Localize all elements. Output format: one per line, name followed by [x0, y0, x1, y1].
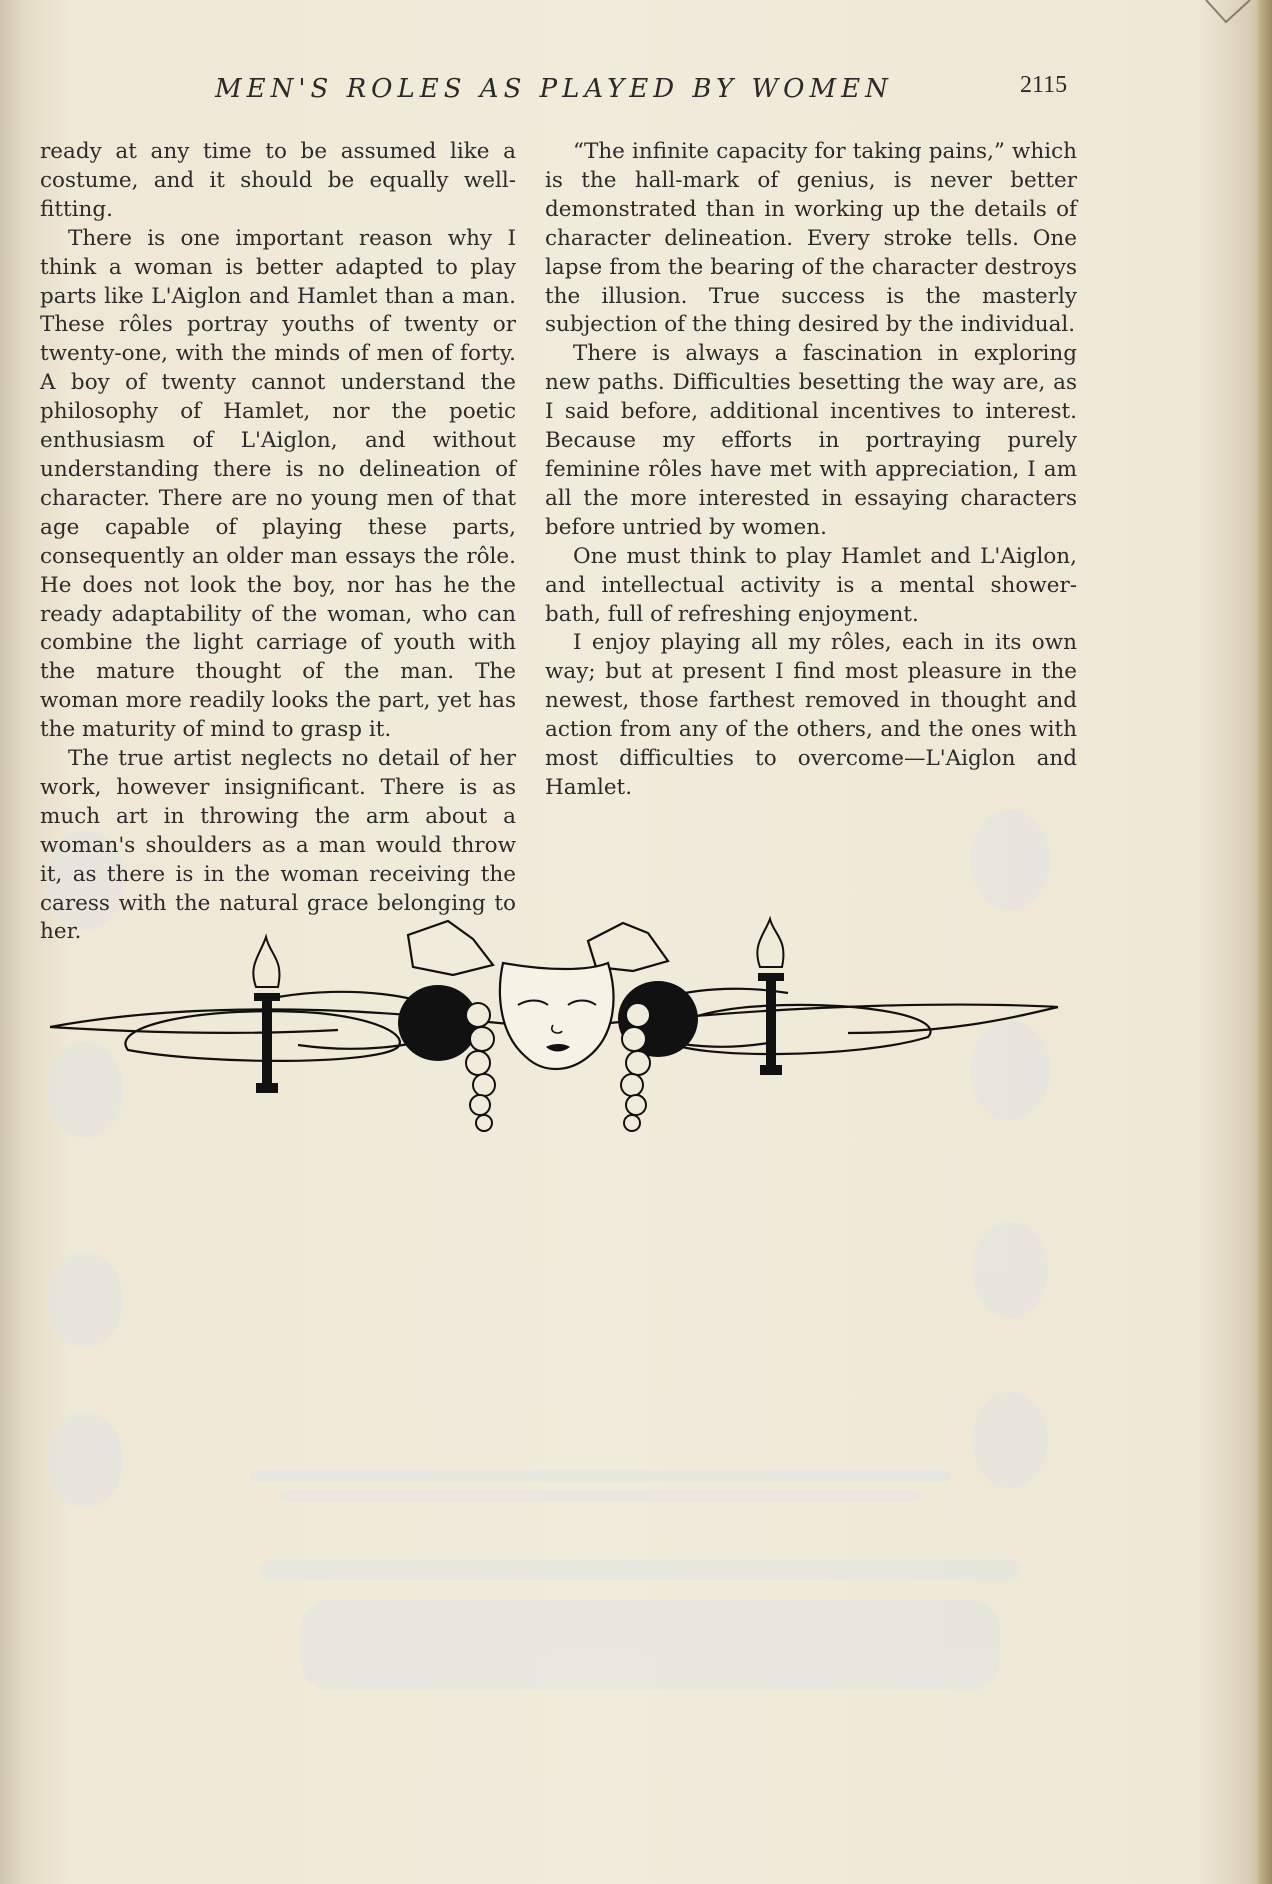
- tailpiece-face-torches-icon: [48, 915, 1068, 1145]
- paragraph: The true artist neglects no detail of her work, however insignificant. There is as much art in throwing the arm about a woman's shoulders as a man would throw it, as there is in the woman receiving the caress with the natural grace belonging to her.: [40, 746, 516, 945]
- paragraph: I enjoy playing all my rôles, each in its own way; but at present I find most pleasure in the newest, those farthest removed in thought and action from any of the others, and the ones with most difficulties to overcome—L'Aiglon and Hamlet.: [545, 630, 1077, 800]
- paragraph: ready at any time to be assumed like a costume, and it should be equally well-fitting.: [40, 139, 516, 222]
- page-number: 2115: [1020, 72, 1068, 98]
- paragraph: There is always a fascination in exploring new paths. Difficulties besetting the way are, as I said before, additional incentives to interest. Because my efforts in portraying purely feminine rôles have met with appreciation, I am all the more interested in essaying characters before untried by women.: [545, 341, 1077, 540]
- paragraph: One must think to play Hamlet and L'Aiglon, and intellectual activity is a mental shower-bath, full of refreshing enjoyment.: [545, 543, 1077, 627]
- paragraph: “The infinite capacity for taking pains,” which is the hall-mark of genius, is never better demonstrated than in working up the details of character delineation. Every stroke tells. One lapse from the bearing of the character destroys the illusion. True success is the masterly subjection of the thing desired by the individual.: [545, 139, 1077, 338]
- corner-fold-mark: [1198, 0, 1258, 30]
- paragraph: There is one important reason why I think a woman is better adapted to play parts like L'Aiglon and Hamlet than a man. These rôles portray youths of twenty or twenty-one, with the minds of men of forty. A boy of twenty cannot understand the philosophy of Hamlet, nor the poetic enthusiasm of L'Aiglon, and without understanding there is no delineation of character. There are no young men of that age capable of playing these parts, consequently an older man essays the rôle. He does not look the boy, nor has he the ready adaptability of the woman, who can combine the light carriage of youth with the mature thought of the man. The woman more readily looks the part, yet has the maturity of mind to grasp it.: [40, 225, 516, 743]
- right-column: [545, 138, 1077, 803]
- left-column: [40, 138, 516, 947]
- right-torch: [757, 919, 784, 1075]
- page-edge: [1258, 0, 1272, 1884]
- left-torch: [253, 937, 280, 1093]
- running-title: MEN'S ROLES AS PLAYED BY WOMEN: [215, 74, 893, 104]
